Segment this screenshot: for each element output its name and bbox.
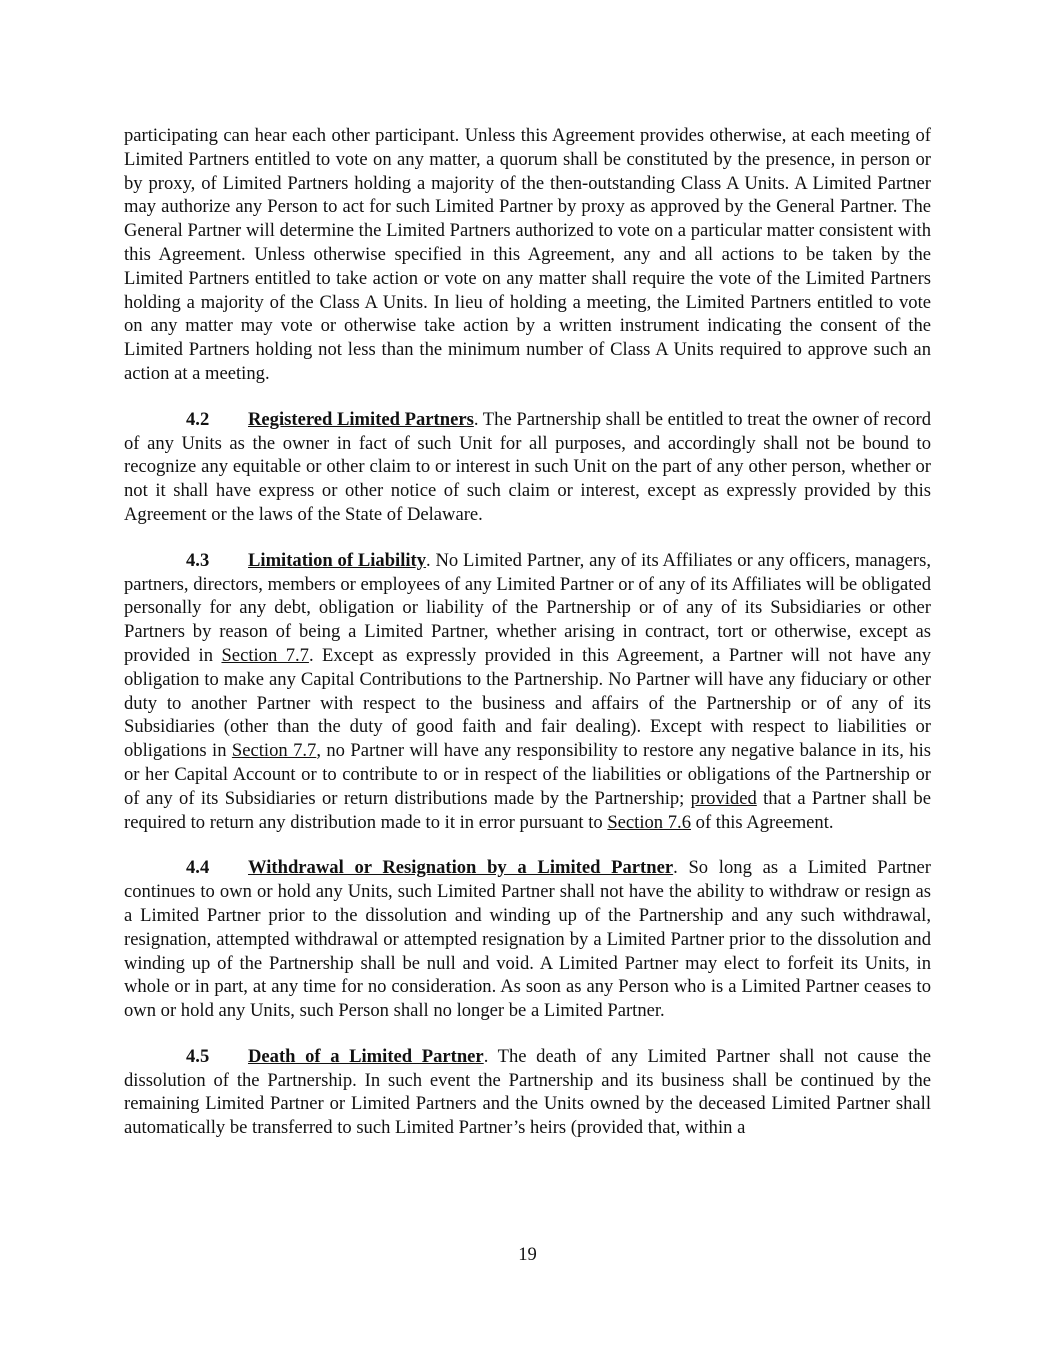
section-text: . Except as expressly provided in this Agreement, a Partner will not have any obligation to make any Capital Contributions to the Partnership. No Partner will have any fiduciary or other duty to another Partner with respect to the business and affairs of the Partnership or of any of its Subsidiaries (other than the duty of good faith and fair dealing). Except with respect to liabilities or obligations in bbox=[124, 644, 931, 762]
section-text: . No Limited Partner, any of its Affiliates or any officers, managers, partners, directors, members or employees of any Limited Partner or of any of its Affiliates will be obligated personally for any debt, obligation or liability of the Partnership or of any of its Subsidiaries or other Partners by reason of being a Limited Partner, whether arising in contract, tort or otherwise, except as provided in bbox=[124, 549, 931, 666]
document-page bbox=[124, 124, 931, 1162]
section-reference: Section 7.7 bbox=[221, 644, 309, 666]
section-number: 4.5 bbox=[186, 1045, 210, 1067]
section-4-2 bbox=[124, 408, 931, 527]
section-text: . The death of any Limited Partner shall not cause the dissolution of the Partnership. In such event the Partnership and its business shall be continued by the remaining Limited Partner or Limited Partners and the Units owned by the deceased Limited Partner shall automatically be transferred to such Limited Partner’s heirs (provided that, within a bbox=[124, 1045, 932, 1139]
section-reference: Section 7.6 bbox=[607, 811, 691, 833]
section-number: 4.2 bbox=[186, 408, 210, 430]
section-title: Withdrawal or Resignation by a Limited Partner bbox=[248, 857, 674, 879]
provided-term: provided bbox=[690, 787, 757, 809]
intro-paragraph: participating can hear each other participant. Unless this Agreement provides otherwise, at each meeting of Limited Partners entitled to vote on any matter, a quorum shall be constituted by the presence, in person or by proxy, of Limited Partners holding a majority of the then-outstanding Class A Units. A Limited Partner may authorize any Person to act for such Limited Partner by proxy as approved by the General Partner. The General Partner will determine the Limited Partners authorized to vote on a particular matter consistent with this Agreement. Unless otherwise specified in this Agreement, any and all actions to be taken by the Limited Partners entitled to take action or vote on any matter shall require the vote of the Limited Partners holding a majority of the Class A Units. In lieu of holding a meeting, the Limited Partners entitled to vote on any matter may vote or otherwise take action by a written instrument indicating the consent of the Limited Partners holding not less than the minimum number of Class A Units required to approve such an action at a meeting. bbox=[124, 125, 931, 384]
section-text: that a Partner shall be required to return any distribution made to it in error pursuant to bbox=[124, 787, 931, 833]
page-number: 19 bbox=[518, 1244, 537, 1265]
section-title: Death of a Limited Partner bbox=[248, 1045, 484, 1067]
section-title: Registered Limited Partners bbox=[248, 408, 474, 430]
section-reference: Section 7.7 bbox=[231, 740, 317, 762]
section-4-4 bbox=[124, 856, 931, 1023]
section-number: 4.4 bbox=[186, 857, 210, 879]
section-title: Limitation of Liability bbox=[248, 549, 427, 571]
section-number: 4.3 bbox=[186, 549, 210, 571]
section-text: , no Partner will have any responsibility to restore any negative balance in its, his or her Capital Account or to contribute to or in respect of the liabilities or obligations of the Partnership or of any of its Subsidiaries or return distributions made by the Partnership; bbox=[124, 740, 931, 809]
section-text: . The Partnership shall be entitled to treat the owner of record of any Units as the owner in fact of such Unit for all purposes, and accordingly shall not be bound to recognize any equitable or other claim to or interest in such Unit on the part of any other person, whether or not it shall have express or other notice of such claim or interest, except as expressly provided by this Agreement or the laws of the State of Delaware. bbox=[124, 408, 932, 525]
section-text: of this Agreement. bbox=[691, 811, 834, 833]
section-4-3 bbox=[124, 549, 931, 835]
section-text: . So long as a Limited Partner continues to own or hold any Units, such Limited Partner shall not have the ability to withdraw or resign as a Limited Partner prior to the dissolution and winding up of the Partnership and any such withdrawal, resignation, attempted withdrawal or attempted resignation by a Limited Partner prior to the dissolution and winding up of the Partnership shall be null and void. A Limited Partner may elect to forfeit its Units, in whole or in part, at any time for no consideration. As soon as any Person who is a Limited Partner ceases to own or hold any Units, such Person shall no longer be a Limited Partner. bbox=[124, 857, 931, 1022]
section-4-5 bbox=[124, 1045, 931, 1140]
